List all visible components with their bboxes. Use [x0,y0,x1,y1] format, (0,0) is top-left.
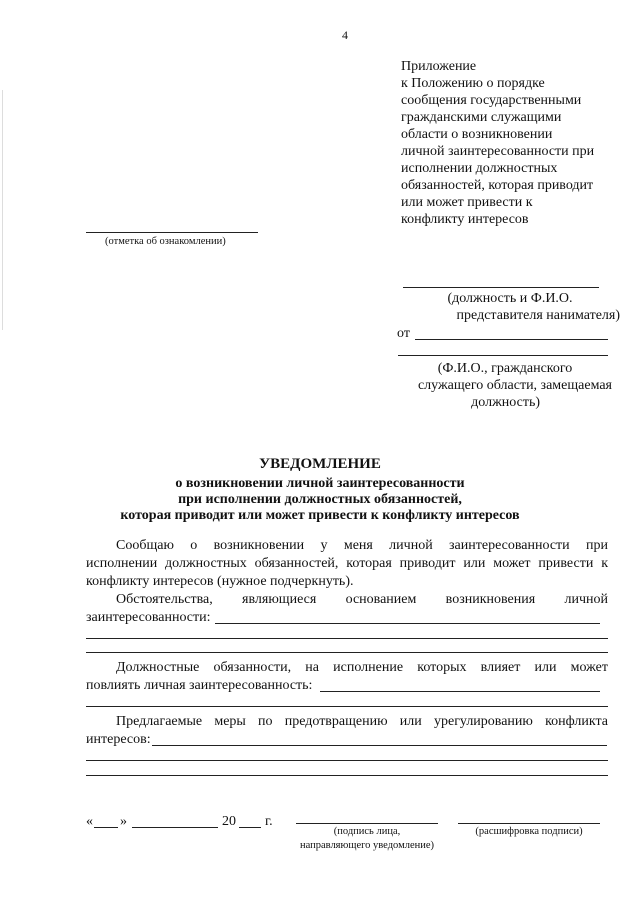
position-caption-2: представителя нанимателя) [456,308,620,323]
sender-line [398,355,608,356]
circumstances-line [86,652,608,653]
date-year-line [239,827,261,828]
date-month-line [132,827,218,828]
appendix-line: или может привести к [401,195,533,210]
title-line-1: о возникновении личной заинтересованности [175,476,465,491]
decode-line [458,823,600,824]
p2-line-1: Обстоятельства, являющиеся основанием возникновения личной [116,592,608,607]
date-open-quote: « [86,814,93,829]
circumstances-line [215,623,600,624]
from-line [415,339,608,340]
signature-line [296,823,438,824]
appendix-line: Приложение [401,59,477,74]
duties-line [320,691,600,692]
title-line-3: которая приводит или может привести к конфликту интересов [120,508,520,523]
p1-line-2: исполнении должностных обязанностей, которая приводит или может привести к [86,556,608,571]
measures-line [86,760,608,761]
year-suffix: г. [265,814,273,829]
title-line-2: при исполнении должностных обязанностей, [178,492,462,507]
sender-caption-3: должность) [471,395,540,410]
p2-line-2: заинтересованности: [86,610,211,625]
appendix-line: сообщения государственными [401,93,582,108]
p1-line-3: конфликту интересов (нужное подчеркнуть). [86,574,354,589]
sender-caption-2: служащего области, замещаемая [417,378,612,393]
from-label: от [397,326,410,341]
p3-line-1: Должностные обязанности, на исполнение которых влияет или может [116,660,608,675]
p1-line-1: Сообщаю о возникновении у меня личной заинтересованности при [116,538,608,553]
duties-line [86,706,608,707]
document-heading: УВЕДОМЛЕНИЕ [259,456,381,472]
familiarization-line [86,232,258,233]
sender-caption-1: (Ф.И.О., гражданского [437,361,573,376]
date-day-line [94,827,118,828]
appendix-line: гражданскими служащими [401,110,562,125]
p4-line-1: Предлагаемые меры по предотвращению или урегулированию конфликта [116,714,608,729]
appendix-block [401,58,621,228]
position-caption-1: (должность и Ф.И.О. [447,291,573,306]
measures-line [152,745,607,746]
scan-edge-artifact [2,90,3,330]
measures-line [86,775,608,776]
appendix-line: личной заинтересованности при [401,144,595,159]
appendix-line: области о возникновении [401,127,553,142]
appendix-line: исполнении должностных [401,161,558,176]
decode-caption: (расшифровка подписи) [475,826,583,837]
year-prefix: 20 [222,814,236,829]
signer-caption-2: направляющего уведомление) [299,840,435,851]
appendix-line: конфликту интересов [401,212,529,227]
p4-line-2: интересов: [86,732,151,747]
familiarization-caption: (отметка об ознакомлении) [105,236,226,247]
appendix-line: к Положению о порядке [401,76,545,91]
p3-line-2: повлиять личная заинтересованность: [86,678,313,693]
page-number: 4 [342,28,348,42]
date-close-quote: » [120,814,127,829]
appendix-line: обязанностей, которая приводит [401,178,594,193]
position-line [403,287,599,288]
signer-caption-1: (подпись лица, [333,826,401,837]
circumstances-line [86,638,608,639]
